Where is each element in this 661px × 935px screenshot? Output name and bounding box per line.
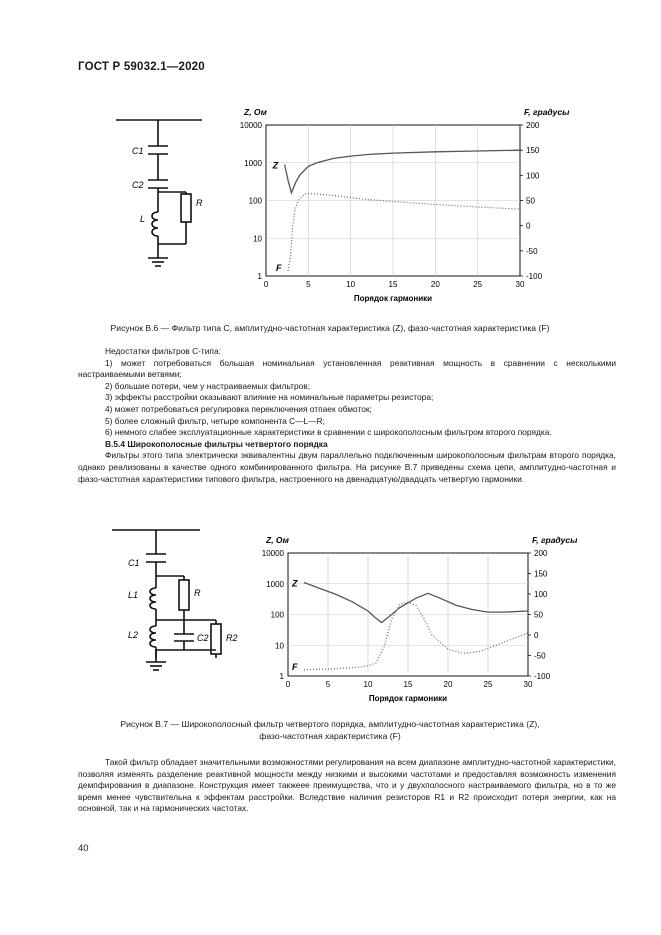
- circuit-label-r: R: [194, 588, 201, 598]
- y-right-tick-label: 100: [534, 590, 548, 599]
- final-paragraph: Такой фильтр обладает значительными возможностями регулирования на всем диапазоне амплитудно-частотной характеристики, позволяя изменять разделение реактивной мощности между низкими и высокими частотами и предоставляя возможность изменения демпфирования в диапазоне. Конструкция имеет такжеее преимущества, что и у двухполосного настраиваемого фильтра, но в то же время менее чувствительна к эффектам расстройки. Вследствие наличия резисторов R1 и R2 происходит потеря энергии, как на основной, так и на гармонических частотах.: [78, 757, 617, 814]
- list-item: 5) более сложный фильтр, четыре компонента С—L—R;: [105, 415, 325, 426]
- series-line-z: [304, 583, 528, 623]
- figure-b6-chart: [222, 90, 582, 312]
- y-left-tick-label: 10: [253, 234, 262, 244]
- y-left-tick-label: 1: [257, 272, 262, 281]
- circuit-label-c2: C2: [197, 633, 209, 643]
- figure-b7-caption: [40, 718, 620, 742]
- y-right-axis-title: F, градусы: [532, 535, 578, 545]
- x-tick-label: 10: [363, 680, 373, 689]
- section-paragraph: Фильтры этого типа электрически эквивалентны двум параллельно подключенным широкополосным фильтрам второго порядка, однако реализованы в качестве одного комбинированного фильтра. На рисунке В.7 приведены схема цепи, амплитудно-частотная и фазо-частотная характеристики типового фильтра, настроенного на двенадцатую/двадцать четвертую гармоники.: [78, 450, 616, 484]
- series-line-z: [285, 150, 520, 193]
- series-label-z: Z: [292, 578, 298, 589]
- x-tick-label: 25: [483, 680, 493, 689]
- series-label-f: F: [292, 661, 298, 672]
- y-right-tick-label: 200: [526, 121, 540, 130]
- x-tick-label: 20: [443, 680, 453, 689]
- x-axis-title: Порядок гармоники: [353, 294, 433, 303]
- section-heading: В.5.4 Широкополосные фильтры четвертого порядка: [105, 438, 328, 449]
- y-left-tick-label: 10000: [239, 121, 262, 130]
- y-right-tick-label: -100: [534, 672, 551, 681]
- x-tick-label: 10: [346, 280, 356, 289]
- y-right-tick-label: 50: [526, 196, 535, 206]
- list-item: 4) может потребоваться регулировка переключения отпаек обмоток;: [105, 403, 372, 414]
- list-item: 1) может потребоваться большая номинальная установленная реактивная мощность в сравнении с несколькими настраиваемыми ветвями;: [78, 357, 616, 380]
- list-item: 6) немного слабее эксплуатационные характеристики в сравнении с широкополосным фильтром второго порядка.: [105, 427, 552, 438]
- y-right-tick-label: 150: [526, 146, 540, 156]
- circuit-label-c1: C1: [132, 146, 144, 156]
- drawbacks-intro: Недостатки фильтров С-типа:: [105, 346, 221, 356]
- y-right-tick-label: -50: [534, 651, 546, 661]
- y-right-tick-label: 200: [534, 549, 548, 558]
- x-tick-label: 25: [473, 280, 483, 289]
- x-tick-label: 30: [515, 280, 525, 289]
- circuit-label-l: L: [140, 214, 146, 224]
- y-right-tick-label: 150: [534, 569, 548, 579]
- y-left-axis-title: Z, Ом: [266, 535, 289, 545]
- x-tick-label: 15: [403, 680, 413, 689]
- y-left-axis-title: Z, Ом: [244, 107, 267, 117]
- y-right-tick-label: 0: [526, 221, 531, 231]
- y-right-tick-label: -50: [526, 246, 538, 256]
- list-item: 3) эффекты расстройки оказывают влияние на номинальные параметры резистора;: [105, 392, 434, 403]
- series-label-z: Z: [272, 160, 279, 171]
- x-tick-label: 5: [306, 280, 311, 289]
- y-right-axis-title: F, градусы: [524, 107, 570, 117]
- circuit-label-r2: R2: [226, 633, 238, 643]
- x-tick-label: 5: [325, 680, 331, 689]
- document-header: ГОСТ Р 59032.1—2020: [78, 61, 205, 73]
- x-tick-label: 15: [388, 280, 398, 289]
- final-section: [78, 757, 616, 815]
- circuit-label-c1: C1: [128, 558, 140, 568]
- y-right-tick-label: 50: [534, 610, 543, 620]
- y-right-tick-label: -100: [526, 272, 543, 281]
- list-item: 2) большие потери, чем у настраиваемых фильтров;: [105, 380, 311, 391]
- y-left-tick-label: 100: [270, 610, 284, 620]
- circuit-label-c2: C2: [132, 180, 144, 190]
- y-left-tick-label: 100: [248, 196, 262, 206]
- y-right-tick-label: 100: [526, 171, 540, 181]
- circuit-label-l2: L2: [128, 630, 139, 640]
- circuit-label-l1: L1: [128, 590, 139, 600]
- x-tick-label: 0: [285, 680, 291, 689]
- x-tick-label: 20: [430, 280, 440, 289]
- y-left-tick-label: 10000: [261, 549, 284, 558]
- y-left-tick-label: 1: [279, 672, 284, 681]
- drawbacks-section: [78, 346, 616, 485]
- page-number: 40: [78, 843, 89, 854]
- x-tick-label: 0: [263, 280, 269, 289]
- figure-b6-caption: Рисунок В.6 — Фильтр типа С, амплитудно-частотная характеристика (Z), фазо-частотная характеристика (F): [110, 323, 550, 333]
- x-axis-title: Порядок гармоники: [368, 694, 448, 703]
- series-line-f: [288, 194, 520, 272]
- y-left-tick-label: 10: [275, 641, 284, 651]
- x-tick-label: 30: [523, 680, 533, 689]
- figure-b7-caption-line1: Рисунок В.7 — Широкополосный фильтр четвертого порядка, амплитудно-частотная характеристика (Z),: [120, 719, 540, 729]
- y-left-tick-label: 1000: [266, 579, 284, 589]
- figure-b7-caption-line2: фазо-частотная характеристика (F): [259, 731, 401, 741]
- figure-b6-circuit: [110, 108, 210, 273]
- y-right-tick-label: 0: [534, 631, 539, 640]
- circuit-label-r: R: [196, 198, 203, 208]
- figure-b7-circuit: [108, 520, 248, 680]
- y-left-tick-label: 1000: [244, 158, 262, 168]
- figure-b7-chart: [242, 518, 587, 710]
- series-label-f: F: [276, 262, 282, 273]
